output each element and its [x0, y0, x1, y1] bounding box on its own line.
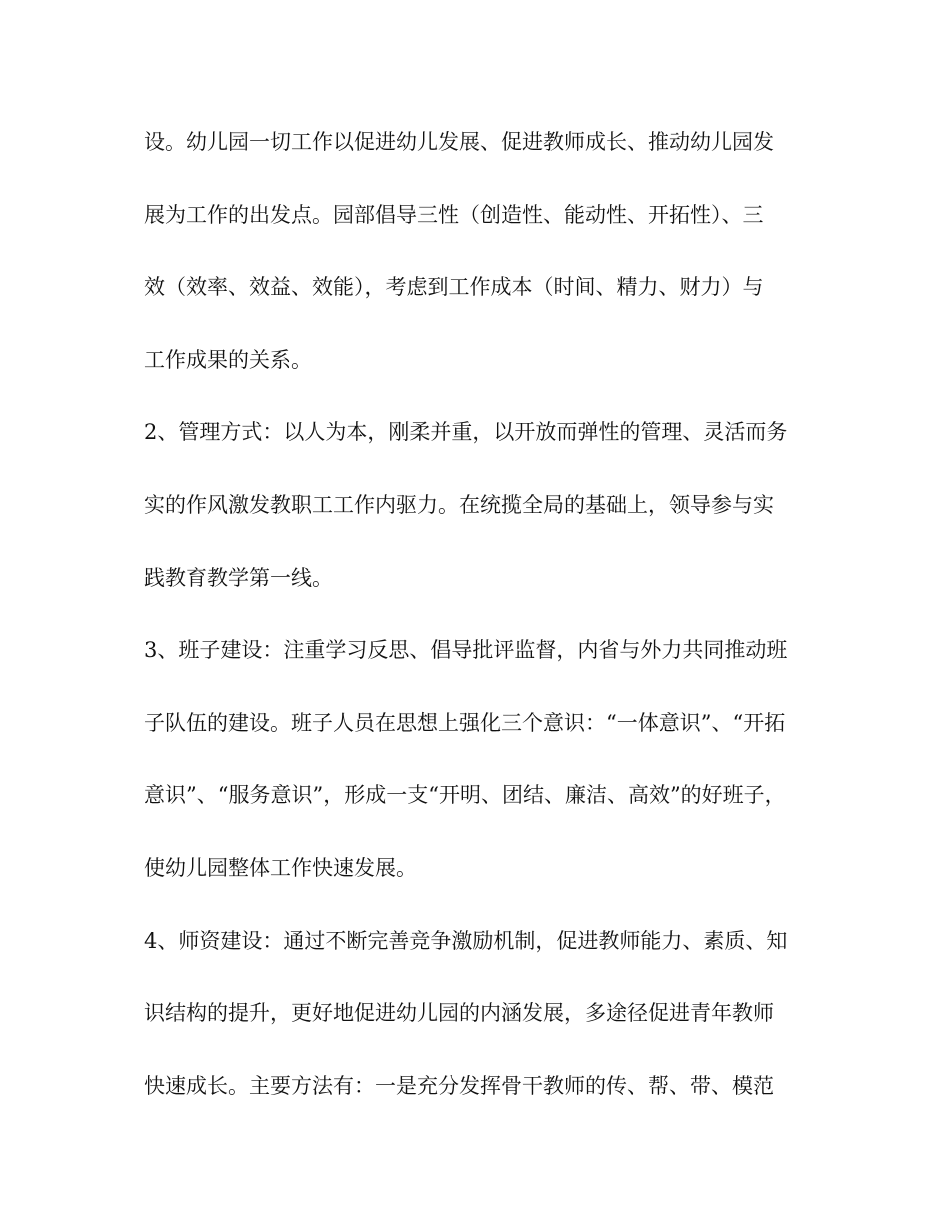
text-line: 践教育教学第一线。	[144, 565, 333, 590]
text-line: 意识”、“服务意识”，形成一支“开明、团结、廉洁、高效”的好班子，	[144, 783, 786, 808]
text-line: 使幼儿园整体工作快速发展。	[144, 855, 417, 880]
text-line: 2、管理方式：以人为本，刚柔并重，以开放而弹性的管理、灵活而务	[144, 420, 788, 445]
text-line: 工作成果的关系。	[144, 347, 312, 372]
text-line: 3、班子建设：注重学习反思、倡导批评监督，内省与外力共同推动班	[144, 638, 788, 663]
text-line: 识结构的提升，更好地促进幼儿园的内涵发展，多途径促进青年教师	[144, 1001, 774, 1026]
text-line: 子队伍的建设。班子人员在思想上强化三个意识：“一体意识”、“开拓	[144, 710, 786, 735]
text-line: 快速成长。主要方法有：一是充分发挥骨干教师的传、帮、带、模范	[144, 1073, 774, 1098]
text-line: 效（效率、效益、效能），考虑到工作成本（时间、精力、财力）与	[144, 275, 764, 300]
body-text	[144, 120, 824, 1136]
text-line: 展为工作的出发点。园部倡导三性（创造性、能动性、开拓性）、三	[144, 202, 764, 227]
text-line: 实的作风激发教职工工作内驱力。在统揽全局的基础上，领导参与实	[144, 492, 774, 517]
text-line: 设。幼儿园一切工作以促进幼儿发展、促进教师成长、推动幼儿园发	[144, 130, 774, 154]
text-line: 4、师资建设：通过不断完善竞争激励机制，促进教师能力、素质、知	[144, 928, 788, 953]
